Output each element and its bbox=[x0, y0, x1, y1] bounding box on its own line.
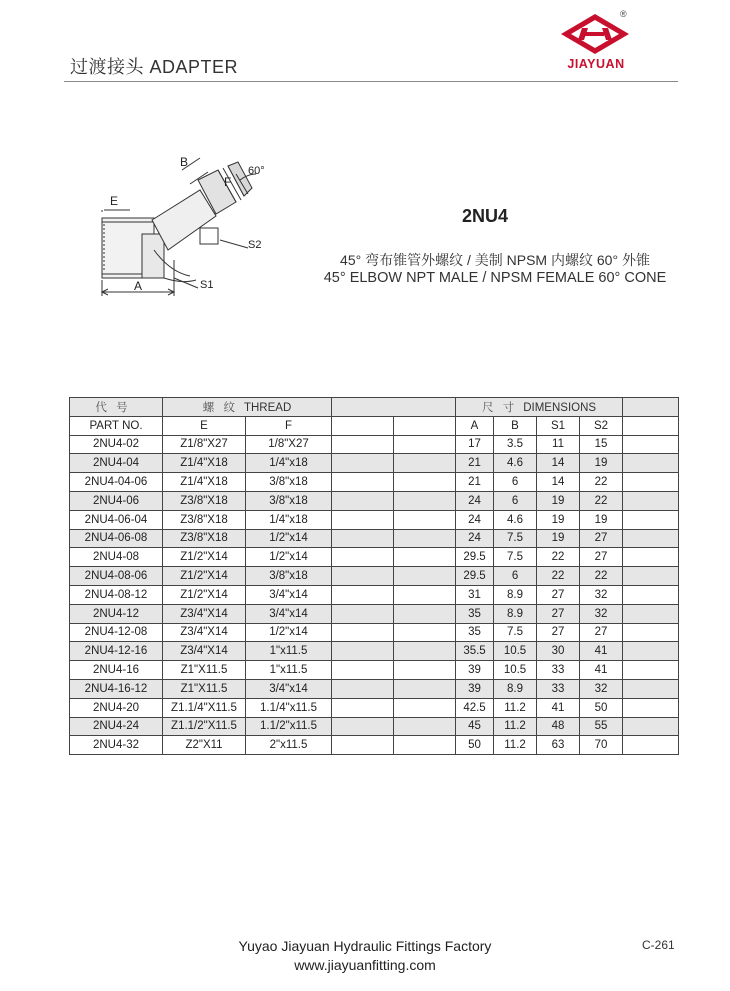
empty-cell bbox=[623, 623, 679, 642]
col-s2: S2 bbox=[580, 416, 623, 435]
dim-s2-cell: 70 bbox=[580, 736, 623, 755]
dim-s2-cell: 32 bbox=[580, 604, 623, 623]
thread-e-cell: Z1.1/2"X11.5 bbox=[163, 717, 246, 736]
empty-cell bbox=[394, 454, 456, 473]
empty-cell bbox=[394, 529, 456, 548]
group-code-header: 代 号 bbox=[70, 398, 163, 417]
dim-b-cell: 3.5 bbox=[494, 435, 537, 454]
dim-s1-cell: 27 bbox=[537, 585, 580, 604]
dim-a-cell: 35.5 bbox=[456, 642, 494, 661]
empty-cell bbox=[623, 717, 679, 736]
thread-e-cell: Z3/8"X18 bbox=[163, 529, 246, 548]
thread-f-cell: 1"x11.5 bbox=[246, 661, 332, 680]
table-row bbox=[70, 585, 679, 604]
dim-b-cell: 8.9 bbox=[494, 679, 537, 698]
empty-cell bbox=[623, 604, 679, 623]
col-s1: S1 bbox=[537, 416, 580, 435]
empty-cell bbox=[394, 679, 456, 698]
empty-cell bbox=[623, 510, 679, 529]
dim-b-cell: 11.2 bbox=[494, 736, 537, 755]
empty-cell bbox=[623, 473, 679, 492]
dim-s2-cell: 15 bbox=[580, 435, 623, 454]
dim-a-cell: 17 bbox=[456, 435, 494, 454]
dim-s1-cell: 19 bbox=[537, 529, 580, 548]
empty-cell bbox=[332, 491, 394, 510]
dim-s2-cell: 32 bbox=[580, 585, 623, 604]
dim-b-cell: 4.6 bbox=[494, 510, 537, 529]
table-row bbox=[70, 661, 679, 680]
footer-company: Yuyao Jiayuan Hydraulic Fittings Factory bbox=[238, 938, 492, 954]
part-no-cell: 2NU4-08-06 bbox=[70, 567, 163, 586]
empty-cell bbox=[394, 717, 456, 736]
empty-cell bbox=[623, 548, 679, 567]
part-no-cell: 2NU4-04-06 bbox=[70, 473, 163, 492]
dim-a-cell: 42.5 bbox=[456, 698, 494, 717]
dim-s2-cell: 32 bbox=[580, 679, 623, 698]
table-row bbox=[70, 567, 679, 586]
empty-cell bbox=[394, 661, 456, 680]
part-no-cell: 2NU4-12 bbox=[70, 604, 163, 623]
dim-a-cell: 39 bbox=[456, 661, 494, 680]
empty-cell bbox=[394, 698, 456, 717]
table-row bbox=[70, 435, 679, 454]
dim-s1-cell: 22 bbox=[537, 548, 580, 567]
thread-e-cell: Z1/2"X14 bbox=[163, 585, 246, 604]
empty-cell bbox=[332, 698, 394, 717]
dim-s2-cell: 50 bbox=[580, 698, 623, 717]
table-group-header bbox=[70, 398, 679, 417]
dim-s2-cell: 22 bbox=[580, 491, 623, 510]
product-code: 2NU4 bbox=[462, 206, 509, 226]
dim-label-e: E bbox=[110, 194, 119, 208]
part-no-cell: 2NU4-32 bbox=[70, 736, 163, 755]
fitting-drawing bbox=[90, 150, 280, 300]
empty-cell bbox=[394, 491, 456, 510]
group-thread-header: 螺 纹 THREAD bbox=[163, 398, 332, 417]
empty-cell bbox=[332, 416, 394, 435]
table-row bbox=[70, 679, 679, 698]
dim-a-cell: 21 bbox=[456, 454, 494, 473]
part-no-cell: 2NU4-16-12 bbox=[70, 679, 163, 698]
dim-s2-cell: 27 bbox=[580, 529, 623, 548]
empty-cell bbox=[332, 604, 394, 623]
empty-cell bbox=[394, 416, 456, 435]
thread-f-cell: 3/8"x18 bbox=[246, 491, 332, 510]
table-row bbox=[70, 604, 679, 623]
table-row bbox=[70, 623, 679, 642]
footer-url: www.jiayuanfitting.com bbox=[294, 957, 436, 973]
header-divider bbox=[64, 81, 678, 82]
empty-cell bbox=[394, 623, 456, 642]
dim-b-cell: 4.6 bbox=[494, 454, 537, 473]
empty-header-cell bbox=[623, 398, 679, 417]
dim-s1-cell: 27 bbox=[537, 623, 580, 642]
spec-table bbox=[69, 397, 679, 755]
empty-cell bbox=[332, 736, 394, 755]
empty-cell bbox=[394, 510, 456, 529]
dim-s1-cell: 11 bbox=[537, 435, 580, 454]
dim-b-cell: 8.9 bbox=[494, 585, 537, 604]
dim-s1-cell: 14 bbox=[537, 473, 580, 492]
col-a: A bbox=[456, 416, 494, 435]
dim-s2-cell: 19 bbox=[580, 510, 623, 529]
empty-cell bbox=[394, 604, 456, 623]
dim-s2-cell: 27 bbox=[580, 623, 623, 642]
dim-s2-cell: 22 bbox=[580, 567, 623, 586]
thread-e-cell: Z1/2"X14 bbox=[163, 548, 246, 567]
empty-cell bbox=[332, 567, 394, 586]
empty-cell bbox=[394, 567, 456, 586]
part-no-cell: 2NU4-06-08 bbox=[70, 529, 163, 548]
table-row bbox=[70, 529, 679, 548]
dim-b-cell: 7.5 bbox=[494, 529, 537, 548]
empty-cell bbox=[332, 473, 394, 492]
thread-e-cell: Z3/4"X14 bbox=[163, 642, 246, 661]
empty-cell bbox=[394, 435, 456, 454]
thread-f-cell: 1/2"x14 bbox=[246, 623, 332, 642]
dim-a-cell: 29.5 bbox=[456, 567, 494, 586]
table-row bbox=[70, 510, 679, 529]
part-no-cell: 2NU4-12-16 bbox=[70, 642, 163, 661]
dim-a-cell: 29.5 bbox=[456, 548, 494, 567]
dim-b-cell: 6 bbox=[494, 491, 537, 510]
registered-mark: ® bbox=[620, 9, 627, 19]
thread-e-cell: Z1/8"X27 bbox=[163, 435, 246, 454]
page-title: 过渡接头 ADAPTER bbox=[70, 57, 239, 77]
table-row bbox=[70, 454, 679, 473]
dim-s2-cell: 19 bbox=[580, 454, 623, 473]
dim-label-angle: 60° bbox=[248, 165, 265, 177]
table-row bbox=[70, 548, 679, 567]
part-no-cell: 2NU4-06 bbox=[70, 491, 163, 510]
table-row bbox=[70, 698, 679, 717]
thread-f-cell: 3/8"x18 bbox=[246, 473, 332, 492]
empty-cell bbox=[394, 585, 456, 604]
dim-label-a: A bbox=[134, 279, 143, 293]
empty-cell bbox=[332, 548, 394, 567]
part-no-cell: 2NU4-06-04 bbox=[70, 510, 163, 529]
dim-label-s1: S1 bbox=[200, 279, 214, 291]
dim-s1-cell: 48 bbox=[537, 717, 580, 736]
dim-s1-cell: 33 bbox=[537, 679, 580, 698]
empty-cell bbox=[394, 548, 456, 567]
group-dimensions-header: 尺 寸 DIMENSIONS bbox=[456, 398, 623, 417]
dim-a-cell: 35 bbox=[456, 623, 494, 642]
empty-cell bbox=[332, 529, 394, 548]
part-no-cell: 2NU4-08 bbox=[70, 548, 163, 567]
table-row bbox=[70, 642, 679, 661]
dim-s1-cell: 30 bbox=[537, 642, 580, 661]
col-e: E bbox=[163, 416, 246, 435]
part-no-cell: 2NU4-08-12 bbox=[70, 585, 163, 604]
part-no-cell: 2NU4-16 bbox=[70, 661, 163, 680]
table-row bbox=[70, 491, 679, 510]
empty-cell bbox=[623, 642, 679, 661]
table-row bbox=[70, 473, 679, 492]
dim-s2-cell: 27 bbox=[580, 548, 623, 567]
dim-b-cell: 7.5 bbox=[494, 548, 537, 567]
dim-s1-cell: 63 bbox=[537, 736, 580, 755]
dim-label-s2: S2 bbox=[248, 239, 262, 251]
table-row bbox=[70, 736, 679, 755]
page-number: C-261 bbox=[642, 938, 675, 952]
thread-f-cell: 3/4"x14 bbox=[246, 604, 332, 623]
product-description-en: 45° ELBOW NPT MALE / NPSM FEMALE 60° CONE bbox=[323, 270, 667, 286]
dim-b-cell: 11.2 bbox=[494, 698, 537, 717]
dim-a-cell: 24 bbox=[456, 491, 494, 510]
dim-b-cell: 11.2 bbox=[494, 717, 537, 736]
brand-name: JIAYUAN bbox=[567, 57, 625, 71]
dim-a-cell: 21 bbox=[456, 473, 494, 492]
thread-f-cell: 1/2"x14 bbox=[246, 548, 332, 567]
thread-f-cell: 1/4"x18 bbox=[246, 454, 332, 473]
empty-cell bbox=[623, 435, 679, 454]
thread-f-cell: 1.1/2"x11.5 bbox=[246, 717, 332, 736]
thread-e-cell: Z1.1/4"X11.5 bbox=[163, 698, 246, 717]
dim-a-cell: 24 bbox=[456, 529, 494, 548]
empty-cell bbox=[332, 679, 394, 698]
part-no-cell: 2NU4-02 bbox=[70, 435, 163, 454]
thread-f-cell: 2"x11.5 bbox=[246, 736, 332, 755]
col-b: B bbox=[494, 416, 537, 435]
dim-s1-cell: 14 bbox=[537, 454, 580, 473]
thread-e-cell: Z3/8"X18 bbox=[163, 510, 246, 529]
part-no-cell: 2NU4-04 bbox=[70, 454, 163, 473]
empty-cell bbox=[332, 435, 394, 454]
thread-e-cell: Z1"X11.5 bbox=[163, 661, 246, 680]
thread-e-cell: Z1/4"X18 bbox=[163, 473, 246, 492]
col-part-no: PART NO. bbox=[70, 416, 163, 435]
thread-f-cell: 3/8"x18 bbox=[246, 567, 332, 586]
part-no-cell: 2NU4-24 bbox=[70, 717, 163, 736]
dim-s2-cell: 41 bbox=[580, 661, 623, 680]
thread-e-cell: Z3/8"X18 bbox=[163, 491, 246, 510]
empty-cell bbox=[332, 510, 394, 529]
thread-f-cell: 1"x11.5 bbox=[246, 642, 332, 661]
col-f: F bbox=[246, 416, 332, 435]
dim-b-cell: 8.9 bbox=[494, 604, 537, 623]
thread-e-cell: Z1"X11.5 bbox=[163, 679, 246, 698]
thread-e-cell: Z3/4"X14 bbox=[163, 623, 246, 642]
empty-cell bbox=[332, 623, 394, 642]
dim-label-f: F bbox=[224, 175, 232, 189]
empty-cell bbox=[332, 661, 394, 680]
part-no-cell: 2NU4-20 bbox=[70, 698, 163, 717]
dim-a-cell: 31 bbox=[456, 585, 494, 604]
thread-f-cell: 1.1/4"x11.5 bbox=[246, 698, 332, 717]
empty-cell bbox=[623, 679, 679, 698]
dim-s2-cell: 41 bbox=[580, 642, 623, 661]
thread-e-cell: Z3/4"X14 bbox=[163, 604, 246, 623]
thread-f-cell: 3/4"x14 bbox=[246, 679, 332, 698]
dim-b-cell: 6 bbox=[494, 567, 537, 586]
thread-f-cell: 1/4"x18 bbox=[246, 510, 332, 529]
empty-cell bbox=[332, 585, 394, 604]
thread-f-cell: 1/2"x14 bbox=[246, 529, 332, 548]
dim-b-cell: 10.5 bbox=[494, 661, 537, 680]
dim-s1-cell: 33 bbox=[537, 661, 580, 680]
part-no-cell: 2NU4-12-08 bbox=[70, 623, 163, 642]
table-column-header bbox=[70, 416, 679, 435]
dim-s1-cell: 19 bbox=[537, 491, 580, 510]
dim-s2-cell: 55 bbox=[580, 717, 623, 736]
empty-cell bbox=[394, 642, 456, 661]
empty-cell bbox=[332, 454, 394, 473]
dim-a-cell: 45 bbox=[456, 717, 494, 736]
dim-a-cell: 24 bbox=[456, 510, 494, 529]
thread-e-cell: Z1/4"X18 bbox=[163, 454, 246, 473]
dim-s1-cell: 19 bbox=[537, 510, 580, 529]
empty-cell bbox=[623, 454, 679, 473]
thread-e-cell: Z2"X11 bbox=[163, 736, 246, 755]
dim-b-cell: 7.5 bbox=[494, 623, 537, 642]
empty-cell bbox=[332, 717, 394, 736]
dim-b-cell: 10.5 bbox=[494, 642, 537, 661]
thread-f-cell: 1/8"X27 bbox=[246, 435, 332, 454]
thread-e-cell: Z1/2"X14 bbox=[163, 567, 246, 586]
thread-f-cell: 3/4"x14 bbox=[246, 585, 332, 604]
product-description-cn: 45° 弯布锥管外螺纹 / 美制 NPSM 内螺纹 60° 外锥 bbox=[340, 252, 650, 268]
dim-s1-cell: 27 bbox=[537, 604, 580, 623]
empty-cell bbox=[394, 736, 456, 755]
empty-cell bbox=[623, 416, 679, 435]
empty-cell bbox=[623, 585, 679, 604]
empty-cell bbox=[332, 642, 394, 661]
empty-cell bbox=[623, 567, 679, 586]
empty-cell bbox=[623, 736, 679, 755]
empty-cell bbox=[623, 491, 679, 510]
empty-cell bbox=[394, 473, 456, 492]
dim-a-cell: 35 bbox=[456, 604, 494, 623]
dim-s1-cell: 41 bbox=[537, 698, 580, 717]
dim-label-b: B bbox=[180, 155, 189, 169]
dim-s1-cell: 22 bbox=[537, 567, 580, 586]
dim-a-cell: 50 bbox=[456, 736, 494, 755]
dim-s2-cell: 22 bbox=[580, 473, 623, 492]
dim-a-cell: 39 bbox=[456, 679, 494, 698]
table-row bbox=[70, 717, 679, 736]
dim-b-cell: 6 bbox=[494, 473, 537, 492]
empty-cell bbox=[623, 661, 679, 680]
empty-cell bbox=[623, 529, 679, 548]
empty-cell bbox=[623, 698, 679, 717]
empty-header-cell bbox=[332, 398, 456, 417]
